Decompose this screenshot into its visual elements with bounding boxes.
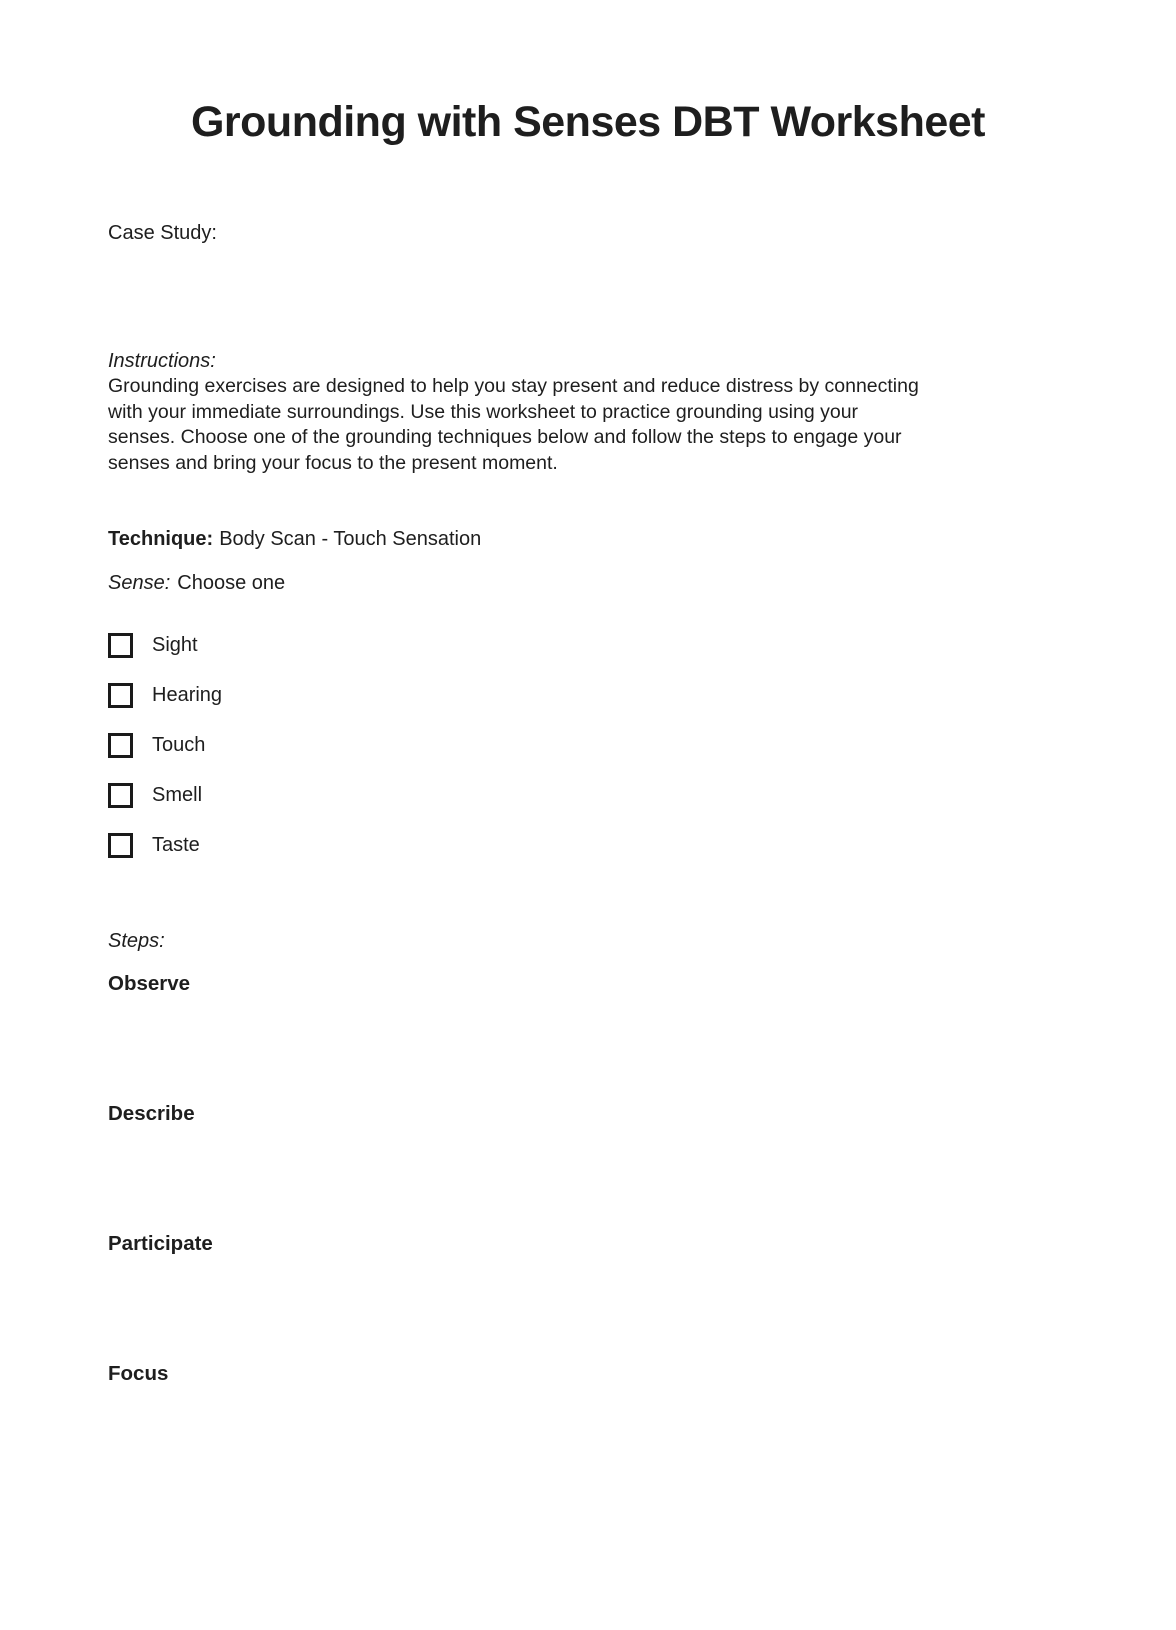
- instructions-paragraph: [108, 374, 1068, 476]
- technique-label: Technique:: [108, 528, 214, 550]
- technique-row: [108, 526, 1068, 552]
- sense-option-smell: [108, 783, 1068, 808]
- taste-checkbox[interactable]: [108, 833, 133, 858]
- step-heading-describe: Describe: [108, 1102, 195, 1125]
- sense-value: Choose one: [177, 572, 286, 594]
- sense-option-label: Taste: [152, 834, 200, 856]
- instructions-line: senses and bring your focus to the present moment.: [108, 451, 558, 474]
- sight-checkbox[interactable]: [108, 633, 133, 658]
- case-study-label: Case Study:: [108, 222, 217, 244]
- step-heading-observe: Observe: [108, 972, 191, 995]
- sense-option-label: Smell: [152, 784, 203, 806]
- step-heading-focus: Focus: [108, 1362, 169, 1385]
- page-title: Grounding with Senses DBT Worksheet: [190, 98, 986, 146]
- steps-label: Steps:: [108, 930, 165, 952]
- sense-option-touch: [108, 733, 1068, 758]
- instructions-line: with your immediate surroundings. Use this worksheet to practice grounding using your: [108, 400, 859, 423]
- sense-option-label: Sight: [152, 634, 198, 656]
- sense-row: [108, 570, 1068, 596]
- instructions-label: Instructions:: [108, 350, 216, 372]
- sense-option-hearing: [108, 683, 1068, 708]
- hearing-checkbox[interactable]: [108, 683, 133, 708]
- technique-value: Body Scan - Touch Sensation: [219, 528, 482, 550]
- sense-option-label: Touch: [152, 734, 206, 756]
- smell-checkbox[interactable]: [108, 783, 133, 808]
- sense-option-taste: [108, 833, 1068, 858]
- sense-option-sight: [108, 633, 1068, 658]
- sense-options-list: [108, 633, 1068, 858]
- sense-option-label: Hearing: [152, 684, 223, 706]
- sense-label: Sense:: [108, 572, 171, 594]
- instructions-line: Grounding exercises are designed to help you stay present and reduce distress by connecting: [108, 375, 919, 397]
- step-heading-participate: Participate: [108, 1232, 213, 1255]
- instructions-line: senses. Choose one of the grounding techniques below and follow the steps to engage your: [108, 426, 902, 448]
- touch-checkbox[interactable]: [108, 733, 133, 758]
